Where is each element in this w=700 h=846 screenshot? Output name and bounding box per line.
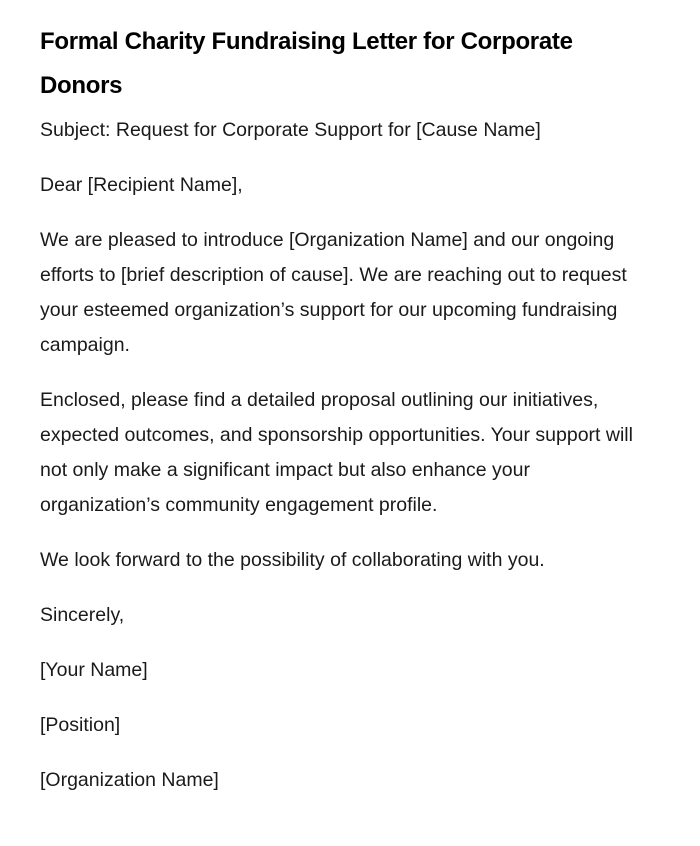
closing: Sincerely, — [40, 604, 125, 626]
salutation: Dear [Recipient Name], — [40, 174, 243, 196]
signature-name: [Your Name] — [40, 659, 148, 681]
body-paragraph-intro: We are pleased to introduce [Organization Name] and our ongoing efforts to [brief description of cause]. We are reaching out to request your esteemed organization’s support for our upcoming fundraising campaign. — [40, 229, 627, 356]
page-title: Formal Charity Fundraising Letter for Corporate Donors — [40, 28, 573, 99]
signature-position: [Position] — [40, 714, 121, 736]
body-paragraph-closing-remark: We look forward to the possibility of collaborating with you. — [40, 549, 545, 571]
subject-line: Subject: Request for Corporate Support for [Cause Name] — [40, 119, 541, 141]
body-paragraph-proposal: Enclosed, please find a detailed proposal outlining our initiatives, expected outcomes, and sponsorship opportunities. Your support will not only make a significant impact but also enhance your organization’s community engagement profile. — [40, 389, 633, 516]
letter-document — [40, 20, 650, 818]
signature-organization: [Organization Name] — [40, 769, 219, 791]
